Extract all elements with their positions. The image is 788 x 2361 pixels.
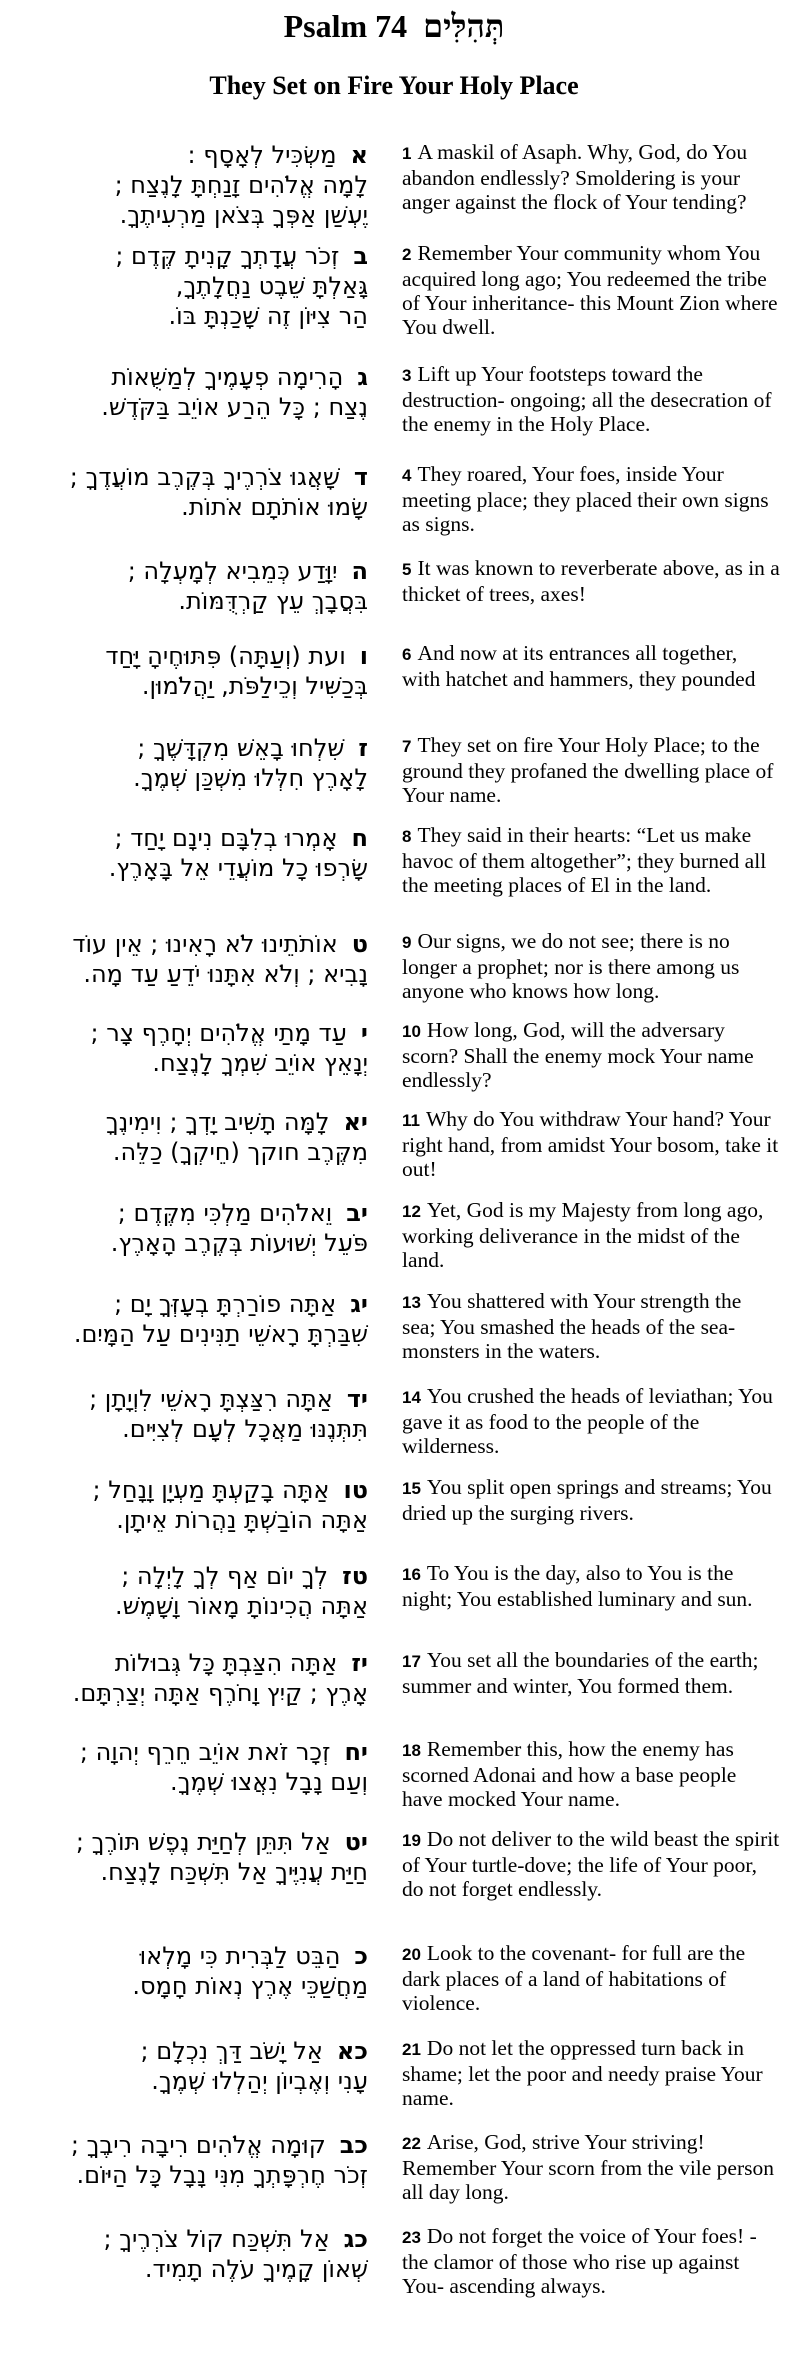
verse-english bbox=[380, 239, 788, 339]
verse-row bbox=[0, 1105, 788, 1181]
verse-hebrew-number: ד bbox=[353, 463, 368, 491]
verse-hebrew-number: טו bbox=[343, 1476, 368, 1504]
verse-row bbox=[0, 1016, 788, 1092]
verse-hebrew-number: ו bbox=[359, 642, 368, 670]
verse-hebrew-text: שָׁאֲגוּ צֹרְרֶיךָ בְּקֶרֶב מוֹעֲדֶךָ ; שָׂמוּ אוֹתֹתָם אֹתוֹת. bbox=[69, 463, 368, 521]
verse-row bbox=[0, 1287, 788, 1367]
verse-hebrew-text: זְכֹר עֲדָתְךָ קָנִיתָ קֶּדֶם ; גָּאַלְתָּ שֵׁבֶט נַחֲלָתֶךָ, הַר צִיּוֹן זֶה שָׁכַנְתָּ בּוֹ. bbox=[115, 242, 368, 330]
verse-hebrew bbox=[0, 1473, 380, 1543]
verse-hebrew-text: אַתָּה בָקַעְתָּ מַעְיָן וָנָחַל ; אַתָּה הוֹבַשְׁתָּ נַהֲרוֹת אֵיתָן. bbox=[92, 1476, 368, 1534]
verse-number: 12 bbox=[402, 1202, 421, 1221]
verse-hebrew-text: קוּמָה אֱלֹהִים רִיבָה רִיבֶךָ ; זְכֹר חֶרְפָּתְךָ מִנִּי נָבָל כָּל הַיּוֹם. bbox=[70, 2131, 368, 2189]
verse-hebrew-number: יג bbox=[350, 1290, 368, 1318]
verse-english-text: Do not let the oppressed turn back in shame; let the poor and needy praise Your name. bbox=[402, 2036, 763, 2110]
verse-english bbox=[380, 1646, 788, 1718]
verse-number: 6 bbox=[402, 645, 412, 664]
verse-hebrew-number: ח bbox=[351, 824, 368, 852]
verse-row bbox=[0, 1825, 788, 1921]
verse-hebrew-number: יז bbox=[351, 1649, 368, 1677]
verse-hebrew-number: ז bbox=[358, 734, 368, 762]
verse-english bbox=[380, 360, 788, 440]
verse-english-text: Our signs, we do not see; there is no longer a prophet; nor is there among us anyone who knows how long. bbox=[402, 929, 740, 1003]
verse-hebrew-number: כב bbox=[339, 2131, 368, 2159]
verse-hebrew bbox=[0, 1196, 380, 1272]
verse-english-text: Remember this, how the enemy has scorned Adonai and how a base people have mocked Your name. bbox=[402, 1737, 737, 1811]
verse-hebrew-text: אוֹתֹתֵינוּ לֹא רָאִינוּ ; אֵין עוֹד נָבִיא ; וְלֹא אִתָּנוּ יֹדֵעַ עַד מָה. bbox=[72, 930, 368, 988]
verse-number: 22 bbox=[402, 2134, 421, 2153]
verse-english-text: Lift up Your footsteps toward the destruction- ongoing; all the desecration of the enemy in the Holy Place. bbox=[402, 362, 772, 436]
verse-row bbox=[0, 360, 788, 440]
verse-hebrew-text: מַשְׂכִּיל לְאָסָף : לָמָה אֱלֹהִים זָנַחְתָּ לָנֶצַח ; יֶעְשַׁן אַפְּךָ בְּצֹאן מַרְעִיתֶךָ. bbox=[114, 141, 368, 229]
verse-english bbox=[380, 1196, 788, 1272]
verse-number: 23 bbox=[402, 2228, 421, 2247]
verse-hebrew bbox=[0, 138, 380, 230]
verse-english bbox=[380, 1105, 788, 1181]
verse-row bbox=[0, 460, 788, 536]
verse-hebrew bbox=[0, 1646, 380, 1718]
verse-english-text: Do not deliver to the wild beast the spirit of Your turtle-dove; the life of Your poor, do not forget endlessly. bbox=[402, 1827, 780, 1901]
verse-hebrew bbox=[0, 821, 380, 917]
verse-english-text: Why do You withdraw Your hand? Your right hand, from amidst Your bosom, take it out! bbox=[402, 1107, 779, 1181]
verse-english-text: You split open springs and streams; You dried up the surging rivers. bbox=[402, 1475, 772, 1525]
verse-hebrew-text: אַל יָשֹׁב דַּךְ נִכְלָם ; עָנִי וְאֶבְיוֹן יְהַלְלוּ שְׁמֶךָ. bbox=[140, 2037, 368, 2095]
verse-hebrew-text: אַל תִּתֵּן לְחַיַּת נֶפֶשׁ תּוֹרֶךָ ; חַיַּת עֲנִיֶּיךָ אַל תִּשְׁכַּח לָנֶצַח. bbox=[75, 1828, 368, 1886]
verse-english-text: You set all the boundaries of the earth; summer and winter, You formed them. bbox=[402, 1648, 759, 1698]
page-subtitle: They Set on Fire Your Holy Place bbox=[209, 71, 579, 100]
verse-number: 4 bbox=[402, 466, 412, 485]
verse-hebrew bbox=[0, 1939, 380, 2015]
verse-hebrew-text: אָמְרוּ בְלִבָּם נִינָם יָחַד ; שָׂרְפוּ כָל מוֹעֲדֵי אֵל בָּאָרֶץ. bbox=[108, 824, 368, 882]
verse-hebrew-number: י bbox=[360, 1019, 368, 1047]
verse-english bbox=[380, 1382, 788, 1458]
verse-english bbox=[380, 1559, 788, 1629]
verse-hebrew bbox=[0, 239, 380, 339]
verse-hebrew bbox=[0, 2034, 380, 2110]
verse-hebrew-text: לְךָ יוֹם אַף לְךָ לָיְלָה ; אַתָּה הֲכִינוֹתָ מָאוֹר וָשָׁמֶשׁ. bbox=[115, 1562, 368, 1620]
verse-hebrew-text: אַל תִּשְׁכַּח קוֹל צֹרְרֶיךָ ; שְׁאוֹן קָמֶיךָ עֹלֶה תָמִיד. bbox=[103, 2225, 368, 2283]
verse-hebrew bbox=[0, 639, 380, 713]
verse-hebrew-text: הָרִימָה פְעָמֶיךָ לְמַשֻּׁאוֹת נֶצַח ; כָּל הֵרַע אוֹיֵב בַּקֹּדֶשׁ. bbox=[101, 363, 368, 421]
verse-english bbox=[380, 138, 788, 230]
verse-number: 21 bbox=[402, 2040, 421, 2059]
verse-english-text: Look to the covenant- for full are the dark places of a land of habitations of violence. bbox=[402, 1941, 746, 2015]
verse-hebrew-number: ג bbox=[357, 363, 368, 391]
verse-row bbox=[0, 1196, 788, 1272]
verse-english bbox=[380, 2128, 788, 2204]
verse-hebrew bbox=[0, 554, 380, 624]
verse-number: 16 bbox=[402, 1565, 421, 1584]
verse-row bbox=[0, 821, 788, 917]
verse-hebrew-text: וֵאלֹהִים מַלְכִּי מִקֶּדֶם ; פֹּעֵל יְשׁוּעוֹת בְּקֶרֶב הָאָרֶץ. bbox=[110, 1199, 368, 1257]
verse-hebrew-text: אַתָּה רִצַּצְתָּ רָאשֵׁי לִוְיָתָן ; תִּתְּנֶנּוּ מַאֲכָל לְעָם לְצִיִּים. bbox=[89, 1385, 368, 1443]
verse-number: 1 bbox=[402, 144, 412, 163]
title-hebrew: תְּהִלִּים bbox=[423, 8, 505, 44]
verse-number: 9 bbox=[402, 933, 412, 952]
verse-number: 13 bbox=[402, 1293, 421, 1312]
verse-number: 15 bbox=[402, 1479, 421, 1498]
verse-hebrew-number: יב bbox=[346, 1199, 368, 1227]
verse-english bbox=[380, 639, 788, 713]
verse-hebrew bbox=[0, 1382, 380, 1458]
verse-english-text: A maskil of Asaph. Why, God, do You abandon endlessly? Smoldering is your anger against the flock of Your tending? bbox=[402, 140, 748, 214]
verse-english bbox=[380, 460, 788, 536]
verse-hebrew-number: כ bbox=[354, 1942, 368, 1970]
verse-english-text: To You is the day, also to You is the night; You established luminary and sun. bbox=[402, 1561, 753, 1611]
verse-hebrew-number: כג bbox=[343, 2225, 368, 2253]
verse-row bbox=[0, 138, 788, 230]
verse-row bbox=[0, 1646, 788, 1718]
verse-row bbox=[0, 1735, 788, 1811]
verse-number: 14 bbox=[402, 1388, 421, 1407]
verse-hebrew-number: יד bbox=[346, 1385, 368, 1413]
verse-hebrew-text: אַתָּה פוֹרַרְתָּ בְעָזְּךָ יָם ; שִׁבַּרְתָּ רָאשֵׁי תַנִּינִים עַל הַמָּיִם. bbox=[73, 1290, 368, 1348]
verse-english bbox=[380, 821, 788, 917]
verse-number: 10 bbox=[402, 1022, 421, 1041]
page-title bbox=[0, 6, 788, 46]
verse-english bbox=[380, 1016, 788, 1092]
verse-number: 8 bbox=[402, 827, 412, 846]
verse-hebrew bbox=[0, 1105, 380, 1181]
verse-english bbox=[380, 1735, 788, 1811]
verse-english-text: How long, God, will the adversary scorn? Shall the enemy mock Your name endlessly? bbox=[402, 1018, 754, 1092]
verse-hebrew-text: לָמָּה תָשִׁיב יָדְךָ ; וִימִינֶךָ מִקֶּרֶב חוקך (חֵיקְךָ) כַלֵּה. bbox=[105, 1108, 368, 1166]
verse-english bbox=[380, 1939, 788, 2015]
page-header bbox=[0, 0, 788, 102]
verse-english-text: Arise, God, strive Your striving! Remember Your scorn from the vile person all day long. bbox=[402, 2130, 774, 2204]
verse-row bbox=[0, 1473, 788, 1543]
verse-english bbox=[380, 1473, 788, 1543]
title-english: Psalm 74 bbox=[283, 8, 408, 44]
verse-row bbox=[0, 1382, 788, 1458]
verse-row bbox=[0, 239, 788, 339]
verse-number: 2 bbox=[402, 245, 412, 264]
verse-hebrew bbox=[0, 1735, 380, 1811]
verse-hebrew-number: יט bbox=[344, 1828, 368, 1856]
verse-english bbox=[380, 1825, 788, 1921]
verse-english-text: They roared, Your foes, inside Your meeting place; they placed their own signs as signs. bbox=[402, 462, 769, 536]
verse-english bbox=[380, 2222, 788, 2298]
verse-english bbox=[380, 2034, 788, 2110]
verse-english-text: It was known to reverberate above, as in a thicket of trees, axes! bbox=[402, 556, 780, 606]
verse-number: 5 bbox=[402, 560, 412, 579]
verse-english bbox=[380, 554, 788, 624]
verse-hebrew-number: יח bbox=[344, 1738, 368, 1766]
verse-english bbox=[380, 1287, 788, 1367]
verse-hebrew-number: א bbox=[350, 141, 368, 169]
verse-english-text: And now at its entrances all together, with hatchet and hammers, they pounded bbox=[402, 641, 756, 691]
verse-hebrew-text: הַבֵּט לַבְּרִית כִּי מָלְאוּ מַחֲשַׁכֵּי אֶרֶץ נְאוֹת חָמָס. bbox=[132, 1942, 368, 2000]
verse-hebrew-text: שִׁלְחוּ בָאֵשׁ מִקְדָּשֶׁךָ ; לָאָרֶץ חִלְּלוּ מִשְׁכַּן שְׁמֶךָ. bbox=[133, 734, 368, 792]
verse-hebrew-text: ועת (וְעַתָּה) פִּתּוּחֶיהָ יָּחַד בְּכַשִּׁיל וְכֵילַפֹּת, יַהֲלֹמוּן. bbox=[105, 642, 368, 700]
verse-list bbox=[0, 138, 788, 2298]
verse-hebrew-number: כא bbox=[336, 2037, 368, 2065]
verse-row bbox=[0, 639, 788, 713]
verse-hebrew-text: עַד מָתַי אֱלֹהִים יְחָרֶף צָר ; יְנָאֵץ אוֹיֵב שִׁמְךָ לָנֶצַח. bbox=[90, 1019, 368, 1077]
verse-hebrew bbox=[0, 1559, 380, 1629]
verse-hebrew bbox=[0, 731, 380, 809]
verse-hebrew bbox=[0, 2128, 380, 2204]
verse-hebrew bbox=[0, 360, 380, 440]
verse-number: 17 bbox=[402, 1652, 421, 1671]
verse-hebrew-text: זְכָר זֹאת אוֹיֵב חֵרֵף יְהוָה ; וְעַם נָבָל נִאֲצוּ שְׁמֶךָ. bbox=[79, 1738, 368, 1796]
verse-hebrew bbox=[0, 1287, 380, 1367]
verse-english-text: You crushed the heads of leviathan; You gave it as food to the people of the wilderness. bbox=[402, 1384, 773, 1458]
verse-english-text: They said in their hearts: “Let us make havoc of them altogether”; they burned all the meeting places of El in the land. bbox=[402, 823, 767, 897]
verse-hebrew-number: יא bbox=[343, 1108, 368, 1136]
verse-english-text: You shattered with Your strength the sea; You smashed the heads of the sea-monsters in the waters. bbox=[402, 1289, 742, 1363]
verse-english bbox=[380, 731, 788, 809]
verse-hebrew-number: ה bbox=[351, 557, 368, 585]
verse-hebrew bbox=[0, 1825, 380, 1921]
verse-english-text: Do not forget the voice of Your foes! - the clamor of those who rise up against You- ascending always. bbox=[402, 2224, 757, 2298]
verse-english-text: Yet, God is my Majesty from long ago, working deliverance in the midst of the land. bbox=[402, 1198, 764, 1272]
verse-row bbox=[0, 927, 788, 1003]
verse-number: 7 bbox=[402, 737, 412, 756]
verse-english-text: They set on fire Your Holy Place; to the ground they profaned the dwelling place of Your name. bbox=[402, 733, 774, 807]
verse-number: 19 bbox=[402, 1831, 421, 1850]
verse-hebrew bbox=[0, 1016, 380, 1092]
verse-number: 20 bbox=[402, 1945, 421, 1964]
verse-row bbox=[0, 1939, 788, 2015]
verse-row bbox=[0, 2034, 788, 2110]
verse-hebrew-text: יִוָּדַע כְּמֵבִיא לְמָעְלָה ; בִּסֲבָךְ עֵץ קַרְדֻּמּוֹת. bbox=[127, 557, 368, 615]
verse-hebrew-number: ט bbox=[351, 930, 368, 958]
verse-english bbox=[380, 927, 788, 1003]
verse-hebrew-number: טז bbox=[342, 1562, 368, 1590]
verse-row bbox=[0, 2222, 788, 2298]
verse-number: 3 bbox=[402, 366, 412, 385]
verse-number: 11 bbox=[402, 1111, 420, 1130]
verse-hebrew-number: ב bbox=[353, 242, 368, 270]
verse-hebrew bbox=[0, 927, 380, 1003]
verse-number: 18 bbox=[402, 1741, 421, 1760]
verse-row bbox=[0, 2128, 788, 2204]
verse-hebrew bbox=[0, 2222, 380, 2298]
verse-english-text: Remember Your community whom You acquired long ago; You redeemed the tribe of Your inheritance- this Mount Zion where You dwell. bbox=[402, 241, 778, 339]
verse-hebrew bbox=[0, 460, 380, 536]
verse-row bbox=[0, 1559, 788, 1629]
verse-hebrew-text: אַתָּה הִצַּבְתָּ כָּל גְּבוּלוֹת אָרֶץ ; קַיִץ וָחֹרֶף אַתָּה יְצַרְתָּם. bbox=[72, 1649, 368, 1707]
verse-row bbox=[0, 554, 788, 624]
verse-row bbox=[0, 731, 788, 809]
